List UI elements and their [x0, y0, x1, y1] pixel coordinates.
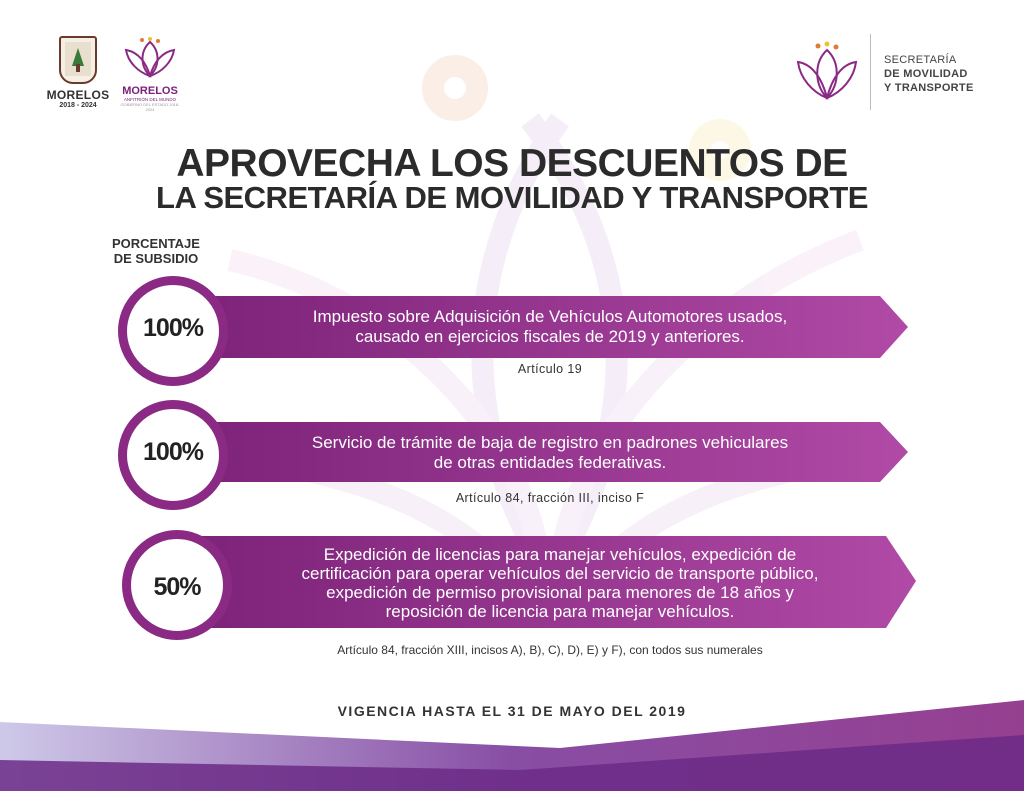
- lotus-icon: [794, 40, 860, 106]
- morelos-crest-logo: [42, 36, 114, 109]
- secretaria-logo: [792, 34, 992, 114]
- article-reference: Artículo 84, fracción III, inciso F: [455, 491, 645, 505]
- percent-value: 100%: [143, 438, 203, 466]
- discount-description: [240, 433, 860, 473]
- logo-divider: [870, 34, 871, 110]
- description-line: certificación para operar vehículos del servicio de transporte público,: [301, 564, 819, 583]
- description-line: de otras entidades federativas.: [433, 453, 667, 472]
- secretaria-line3: Y TRANSPORTE: [884, 82, 974, 94]
- crest-years: 2018 - 2024: [59, 102, 97, 109]
- article-reference: Artículo 19: [517, 362, 583, 376]
- description-line: reposición de licencia para manejar vehículos.: [385, 602, 735, 621]
- discount-description: [240, 307, 860, 347]
- brand-name: MORELOS: [122, 85, 178, 97]
- percent-value: 50%: [153, 573, 201, 601]
- subsidy-header: [112, 236, 200, 266]
- crest-shield-icon: [59, 36, 97, 84]
- brand-motto: ANFITRIÓN DEL MUNDO: [123, 97, 177, 102]
- page-title-line2: LA SECRETARÍA DE MOVILIDAD Y TRANSPORTE: [156, 180, 868, 215]
- description-line: Servicio de trámite de baja de registro en padrones vehiculares: [311, 433, 789, 452]
- brand-sub: GOBIERNO DEL ESTADO 2018-2024: [120, 102, 180, 112]
- percent-value: 100%: [143, 314, 203, 342]
- discount-band-2: [0, 400, 1024, 510]
- secretaria-line2: DE MOVILIDAD: [884, 68, 968, 80]
- morelos-brand-logo: [118, 36, 182, 112]
- crest-name: MORELOS: [46, 88, 110, 102]
- subsidy-header-line2: DE SUBSIDIO: [113, 251, 199, 266]
- validity-notice: VIGENCIA HASTA EL 31 DE MAYO DEL 2019: [337, 703, 687, 719]
- discount-band-3: [0, 528, 1024, 663]
- discount-description: [240, 545, 880, 621]
- subsidy-header-line1: PORCENTAJE: [112, 236, 200, 251]
- page-title-line1: APROVECHA LOS DESCUENTOS DE: [176, 142, 848, 185]
- discount-band-1: [0, 276, 1024, 386]
- description-line: Expedición de licencias para manejar vehículos, expedición de: [323, 545, 797, 564]
- description-line: Impuesto sobre Adquisición de Vehículos Automotores usados,: [312, 307, 788, 326]
- lotus-icon: [120, 36, 180, 82]
- secretaria-line1: SECRETARÍA: [884, 54, 957, 66]
- article-reference: Artículo 84, fracción XIII, incisos A), B), C), D), E) y F), con todos sus numerales: [337, 643, 763, 657]
- description-line: causado en ejercicios fiscales de 2019 y anteriores.: [355, 327, 745, 346]
- description-line: expedición de permiso provisional para menores de 18 años y: [326, 583, 794, 602]
